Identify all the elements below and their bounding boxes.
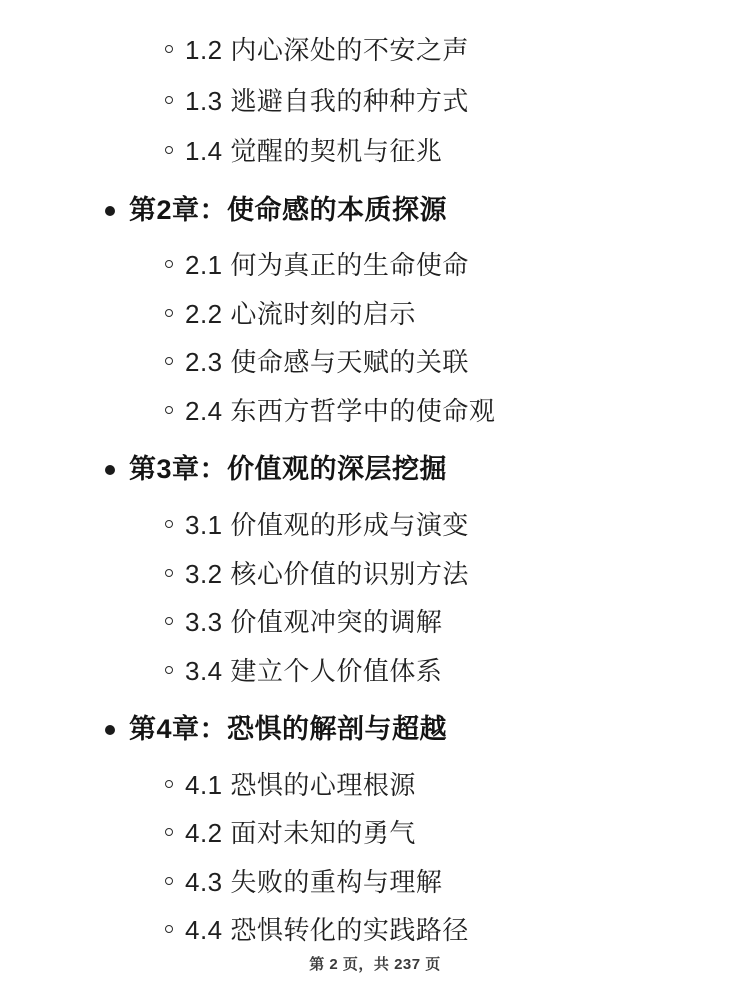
chapter-heading xyxy=(40,194,710,228)
section-label: 3.2 核心价值的识别方法 xyxy=(185,558,469,589)
section-label: 3.4 建立个人价值体系 xyxy=(185,655,443,686)
list-item xyxy=(40,655,710,688)
list-item xyxy=(40,509,710,542)
chapter-block-2 xyxy=(40,194,710,428)
section-label: 4.1 恐惧的心理根源 xyxy=(185,769,416,800)
hollow-bullet-icon xyxy=(165,606,185,625)
hollow-bullet-icon xyxy=(165,249,185,268)
section-label: 2.2 心流时刻的启示 xyxy=(185,298,416,329)
chapter-block-3 xyxy=(40,453,710,687)
list-item xyxy=(40,866,710,899)
list-item xyxy=(40,817,710,850)
hollow-bullet-icon xyxy=(165,655,185,674)
hollow-bullet-icon xyxy=(165,914,185,933)
section-label: 3.1 价值观的形成与演变 xyxy=(185,510,469,540)
section-label: 2.4 东西方哲学中的使命观 xyxy=(185,395,496,426)
list-item xyxy=(40,249,710,282)
section-list xyxy=(40,509,710,687)
list-item xyxy=(40,914,710,947)
hollow-bullet-icon xyxy=(165,817,185,836)
section-label: 4.4 恐惧转化的实践路径 xyxy=(185,915,469,946)
hollow-bullet-icon xyxy=(165,346,185,365)
list-item xyxy=(40,34,710,67)
hollow-bullet-icon xyxy=(165,769,185,788)
section-label: 2.1 何为真正的生命使命 xyxy=(185,250,469,281)
chapter-heading xyxy=(40,713,710,747)
chapter-title: 第4章：恐惧的解剖与超越 xyxy=(129,714,448,744)
solid-bullet-icon xyxy=(105,194,129,216)
list-item xyxy=(40,298,710,331)
list-item xyxy=(40,769,710,802)
list-item xyxy=(40,346,710,379)
section-label: 1.2 内心深处的不安之声 xyxy=(185,35,469,65)
section-label: 3.3 价值观冲突的调解 xyxy=(185,607,443,637)
hollow-bullet-icon xyxy=(165,34,185,53)
list-item xyxy=(40,558,710,591)
chapter-title: 第2章：使命感的本质探源 xyxy=(129,194,448,225)
section-label: 4.2 面对未知的勇气 xyxy=(185,818,416,849)
list-item xyxy=(40,135,710,168)
hollow-bullet-icon xyxy=(165,558,185,577)
hollow-bullet-icon xyxy=(165,85,185,104)
hollow-bullet-icon xyxy=(165,395,185,414)
hollow-bullet-icon xyxy=(165,866,185,885)
solid-bullet-icon xyxy=(105,713,129,735)
list-item xyxy=(40,395,710,428)
solid-bullet-icon xyxy=(105,453,129,475)
hollow-bullet-icon xyxy=(165,298,185,317)
section-label: 1.4 觉醒的契机与征兆 xyxy=(185,136,443,166)
page-footer: 第 2 页，共 237 页 xyxy=(309,956,441,973)
chapter-block-4 xyxy=(40,713,710,947)
chapter-title: 第3章：价值观的深层挖掘 xyxy=(129,454,448,485)
section-label: 4.3 失败的重构与理解 xyxy=(185,866,443,897)
section-label: 2.3 使命感与天赋的关联 xyxy=(185,347,469,378)
section-list xyxy=(40,249,710,427)
section-list xyxy=(40,769,710,947)
hollow-bullet-icon xyxy=(165,135,185,154)
continued-section-list xyxy=(40,34,710,168)
list-item xyxy=(40,606,710,639)
chapter-heading xyxy=(40,453,710,487)
hollow-bullet-icon xyxy=(165,509,185,528)
section-label: 1.3 逃避自我的种种方式 xyxy=(185,85,469,116)
list-item xyxy=(40,85,710,118)
